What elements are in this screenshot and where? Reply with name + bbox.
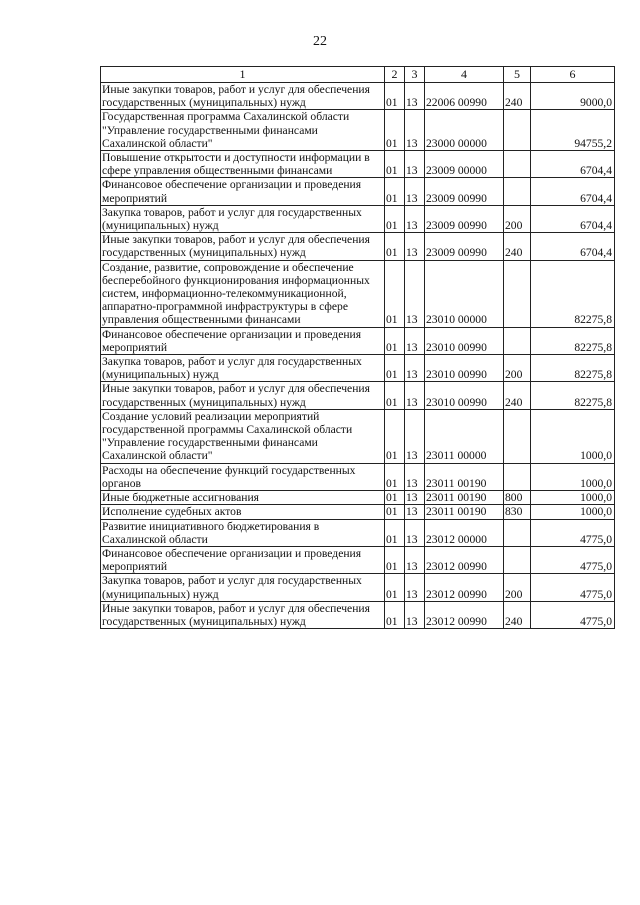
row-amount: 6704,4 — [531, 151, 615, 178]
row-subsection: 13 — [405, 233, 425, 260]
row-section: 01 — [385, 355, 405, 382]
row-section: 01 — [385, 327, 405, 354]
table-row — [101, 463, 615, 490]
table-row — [101, 546, 615, 573]
row-amount: 82275,8 — [531, 355, 615, 382]
row-amount: 6704,4 — [531, 205, 615, 232]
row-target-article: 22006 00990 — [425, 83, 504, 110]
row-expense-type — [504, 546, 531, 573]
row-target-article: 23000 00000 — [425, 110, 504, 151]
row-amount: 4775,0 — [531, 546, 615, 573]
table-row — [101, 151, 615, 178]
row-amount: 4775,0 — [531, 574, 615, 601]
row-expense-type — [504, 178, 531, 205]
row-subsection: 13 — [405, 355, 425, 382]
row-amount: 4775,0 — [531, 519, 615, 546]
row-section: 01 — [385, 205, 405, 232]
table-row — [101, 83, 615, 110]
row-name: Финансовое обеспечение организации и проведения мероприятий — [101, 546, 385, 573]
row-target-article: 23009 00990 — [425, 233, 504, 260]
header-col-3: 3 — [405, 67, 425, 83]
row-subsection: 13 — [405, 327, 425, 354]
row-section: 01 — [385, 505, 405, 519]
row-expense-type — [504, 463, 531, 490]
row-expense-type — [504, 260, 531, 327]
row-amount: 1000,0 — [531, 505, 615, 519]
row-section: 01 — [385, 519, 405, 546]
row-subsection: 13 — [405, 601, 425, 628]
row-expense-type: 240 — [504, 601, 531, 628]
row-subsection: 13 — [405, 409, 425, 463]
row-section: 01 — [385, 110, 405, 151]
row-name: Закупка товаров, работ и услуг для государственных (муниципальных) нужд — [101, 355, 385, 382]
table-row — [101, 260, 615, 327]
row-name: Повышение открытости и доступности информации в сфере управления общественными финансами — [101, 151, 385, 178]
row-subsection: 13 — [405, 110, 425, 151]
row-subsection: 13 — [405, 546, 425, 573]
row-expense-type: 830 — [504, 505, 531, 519]
row-expense-type — [504, 110, 531, 151]
row-name: Закупка товаров, работ и услуг для государственных (муниципальных) нужд — [101, 205, 385, 232]
row-subsection: 13 — [405, 83, 425, 110]
row-expense-type: 200 — [504, 355, 531, 382]
row-subsection: 13 — [405, 205, 425, 232]
table-row — [101, 205, 615, 232]
row-name: Закупка товаров, работ и услуг для государственных (муниципальных) нужд — [101, 574, 385, 601]
row-expense-type — [504, 151, 531, 178]
row-amount: 82275,8 — [531, 382, 615, 409]
row-expense-type: 200 — [504, 205, 531, 232]
row-name: Создание условий реализации мероприятий государственной программы Сахалинской области "Управление государственными финансами Сахалинской области" — [101, 409, 385, 463]
row-expense-type: 800 — [504, 491, 531, 505]
header-col-1: 1 — [101, 67, 385, 83]
row-target-article: 23010 00990 — [425, 382, 504, 409]
table-row — [101, 574, 615, 601]
row-amount: 1000,0 — [531, 463, 615, 490]
header-col-6: 6 — [531, 67, 615, 83]
row-amount: 82275,8 — [531, 260, 615, 327]
row-section: 01 — [385, 409, 405, 463]
row-target-article: 23011 00190 — [425, 491, 504, 505]
row-section: 01 — [385, 260, 405, 327]
page-number: 22 — [313, 34, 327, 49]
row-name: Финансовое обеспечение организации и проведения мероприятий — [101, 178, 385, 205]
row-section: 01 — [385, 574, 405, 601]
table-body — [101, 83, 615, 629]
row-amount: 82275,8 — [531, 327, 615, 354]
row-expense-type: 240 — [504, 382, 531, 409]
row-section: 01 — [385, 83, 405, 110]
row-section: 01 — [385, 382, 405, 409]
row-expense-type — [504, 327, 531, 354]
row-subsection: 13 — [405, 519, 425, 546]
row-name: Расходы на обеспечение функций государственных органов — [101, 463, 385, 490]
row-section: 01 — [385, 463, 405, 490]
row-subsection: 13 — [405, 382, 425, 409]
table-row — [101, 327, 615, 354]
row-subsection: 13 — [405, 505, 425, 519]
row-target-article: 23009 00990 — [425, 205, 504, 232]
row-subsection: 13 — [405, 151, 425, 178]
row-name: Государственная программа Сахалинской области "Управление государственными финансами Сахалинской области" — [101, 110, 385, 151]
row-name: Иные бюджетные ассигнования — [101, 491, 385, 505]
row-name: Иные закупки товаров, работ и услуг для обеспечения государственных (муниципальных) нужд — [101, 233, 385, 260]
row-target-article: 23011 00190 — [425, 463, 504, 490]
row-name: Создание, развитие, сопровождение и обеспечение бесперебойного функционирования информационных систем, информационно-телекоммуникационной, аппаратно-программной инфраструктуры в сфере управления общественными финансами — [101, 260, 385, 327]
row-expense-type: 240 — [504, 233, 531, 260]
row-amount: 6704,4 — [531, 178, 615, 205]
row-target-article: 23010 00990 — [425, 355, 504, 382]
row-section: 01 — [385, 233, 405, 260]
header-row — [101, 67, 615, 83]
row-amount: 94755,2 — [531, 110, 615, 151]
row-amount: 1000,0 — [531, 491, 615, 505]
row-name: Иные закупки товаров, работ и услуг для обеспечения государственных (муниципальных) нужд — [101, 83, 385, 110]
table-row — [101, 519, 615, 546]
budget-table — [100, 66, 615, 629]
table-row — [101, 355, 615, 382]
row-target-article: 23009 00000 — [425, 151, 504, 178]
row-name: Исполнение судебных актов — [101, 505, 385, 519]
row-section: 01 — [385, 546, 405, 573]
row-target-article: 23012 00990 — [425, 601, 504, 628]
table-row — [101, 505, 615, 519]
row-section: 01 — [385, 491, 405, 505]
row-amount: 9000,0 — [531, 83, 615, 110]
row-amount: 6704,4 — [531, 233, 615, 260]
row-expense-type: 240 — [504, 83, 531, 110]
row-expense-type: 200 — [504, 574, 531, 601]
row-target-article: 23012 00000 — [425, 519, 504, 546]
row-amount: 1000,0 — [531, 409, 615, 463]
table-row — [101, 110, 615, 151]
row-target-article: 23010 00000 — [425, 260, 504, 327]
row-subsection: 13 — [405, 491, 425, 505]
header-col-2: 2 — [385, 67, 405, 83]
row-name: Финансовое обеспечение организации и проведения мероприятий — [101, 327, 385, 354]
row-target-article: 23009 00990 — [425, 178, 504, 205]
row-expense-type — [504, 409, 531, 463]
row-subsection: 13 — [405, 574, 425, 601]
header-col-4: 4 — [425, 67, 504, 83]
row-subsection: 13 — [405, 178, 425, 205]
row-name: Развитие инициативного бюджетирования в Сахалинской области — [101, 519, 385, 546]
row-subsection: 13 — [405, 260, 425, 327]
row-expense-type — [504, 519, 531, 546]
table-row — [101, 233, 615, 260]
table-row — [101, 178, 615, 205]
table-row — [101, 382, 615, 409]
row-amount: 4775,0 — [531, 601, 615, 628]
row-section: 01 — [385, 178, 405, 205]
header-col-5: 5 — [504, 67, 531, 83]
row-name: Иные закупки товаров, работ и услуг для обеспечения государственных (муниципальных) нужд — [101, 601, 385, 628]
row-section: 01 — [385, 601, 405, 628]
row-name: Иные закупки товаров, работ и услуг для обеспечения государственных (муниципальных) нужд — [101, 382, 385, 409]
table-row — [101, 601, 615, 628]
row-target-article: 23012 00990 — [425, 574, 504, 601]
table-row — [101, 409, 615, 463]
row-target-article: 23011 00190 — [425, 505, 504, 519]
row-target-article: 23012 00990 — [425, 546, 504, 573]
row-target-article: 23011 00000 — [425, 409, 504, 463]
row-target-article: 23010 00990 — [425, 327, 504, 354]
row-subsection: 13 — [405, 463, 425, 490]
row-section: 01 — [385, 151, 405, 178]
table-row — [101, 491, 615, 505]
